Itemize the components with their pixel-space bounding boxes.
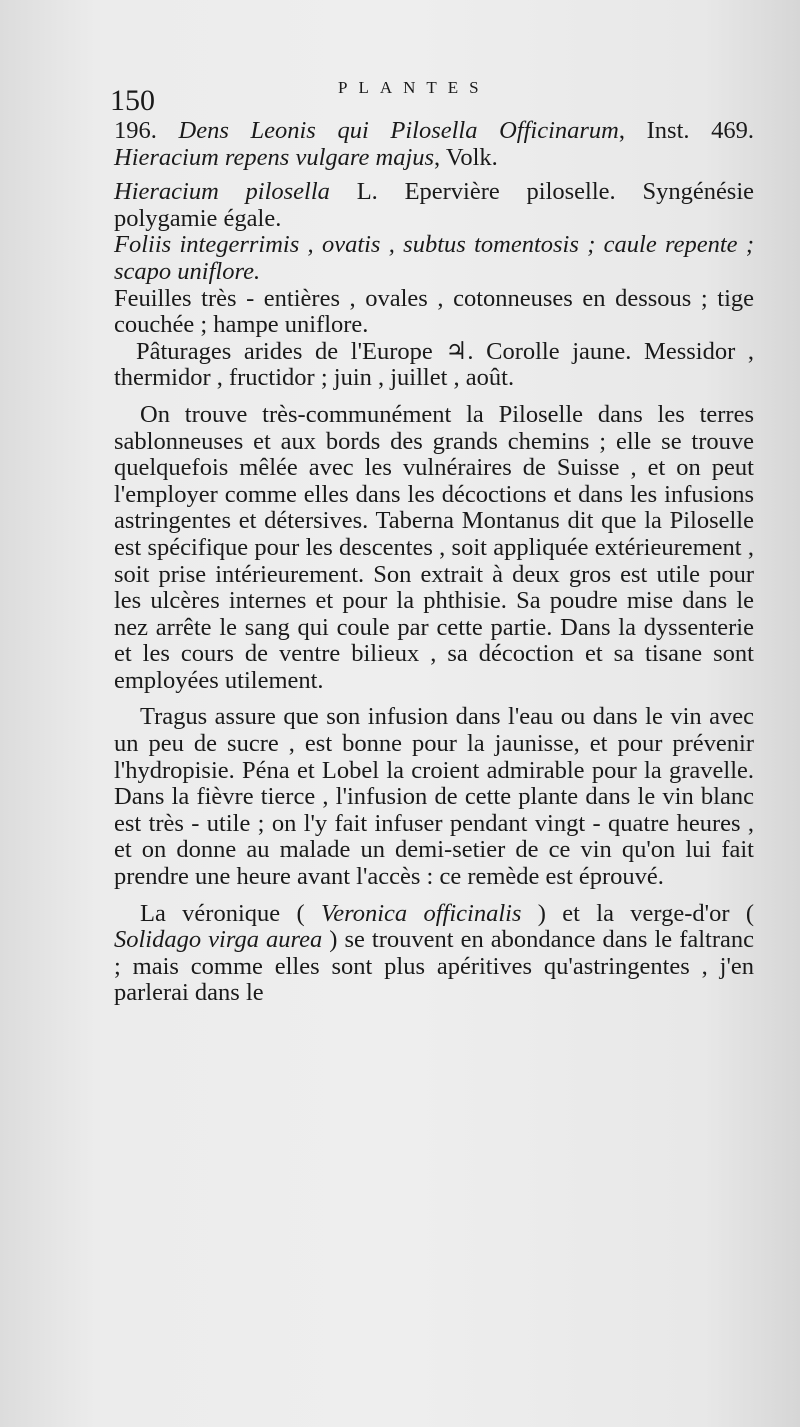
paragraph-3-text-3: ) se trouvent en abondance dans le faltranc ; mais comme elles sont plus apéritives qu'astringentes , j'en parlerai dans le (114, 926, 755, 1007)
species-french-name: Epervière piloselle. (404, 178, 616, 206)
paragraph-3 (114, 901, 754, 1007)
paragraph-3-text-2: ) et la verge-d'or ( (537, 899, 754, 927)
synonym-latin-1: Dens Leonis qui Pilosella Officinarum (178, 117, 619, 144)
paragraph-1: On trouve très-communément la Piloselle dans les terres sablonneuses et aux bords des grands chemins ; elle se trouve quelquefois mêlée avec les vulnéraires de Suisse , et on peut l'employer comme elles dans les décoctions et dans les infusions astringentes et détersives. Taberna Montanus dit que la Piloselle est spécifique pour les descentes , soit appliquée extérieurement , soit prise intérieurement. Son extrait à deux gros est utile pour les ulcères internes et pour la phthisie. Sa poudre mise dans le nez arrête le sang qui coule par cette partie. Dans la dyssenterie et les cours de ventre bilieux , sa décoction et sa tisane sont employées utilement. (114, 400, 754, 694)
french-diagnosis: Feuilles très - entières , ovales , cotonneuses en dessous ; tige couchée ; hampe uniflore. (114, 284, 754, 339)
synonym-latin-2: Hieracium repens vulgare majus (114, 143, 435, 171)
habitat-flowering: Pâturages arides de l'Europe ♃. Corolle jaune. Messidor , thermidor , fructidor ; juin , juillet , août. (114, 337, 754, 392)
paragraph-3-text-1: La véronique ( (140, 899, 305, 927)
paragraph-3-latin-2: Solidago virga aurea (114, 926, 323, 954)
synonym-reference-1: , Inst. (618, 117, 690, 144)
synonym-number-2: 469. (711, 117, 754, 144)
latin-diagnosis-text: Foliis integerrimis , ovatis , subtus tomentosis ; caule repente ; scapo uniflore. (114, 231, 754, 285)
species-entry (114, 179, 754, 232)
synonym-reference-2: , Volk. (434, 143, 498, 171)
species-latin-name: Hieracium pilosella (114, 178, 330, 206)
paragraph-2: Tragus assure que son infusion dans l'eau ou dans le vin avec un peu de sucre , est bonne pour la jaunisse, et pour prévenir l'hydropisie. Péna et Lobel la croient admirable pour la gravelle. Dans la fièvre tierce , l'infusion de cette plante dans le vin blanc est très - utile ; on l'y fait infuser pendant vingt - quatre heures , et on donne au malade un demi-setier de ce vin qu'on lui fait prendre une heure avant l'accès : ce remède est éprouvé. (114, 703, 754, 891)
species-classification: Syngénésie polygamie égale. (114, 178, 755, 232)
paragraph-3-latin-1: Veronica officinalis (320, 899, 522, 927)
linnaeus-abbrev: L. (356, 178, 378, 206)
synonym-number-1: 196. (114, 117, 157, 144)
latin-diagnosis (114, 232, 754, 285)
page-text (114, 118, 754, 1007)
synonyms (114, 118, 754, 171)
page-number: 150 (110, 84, 155, 117)
running-title: PLANTES (338, 78, 490, 97)
page-header (110, 78, 670, 118)
